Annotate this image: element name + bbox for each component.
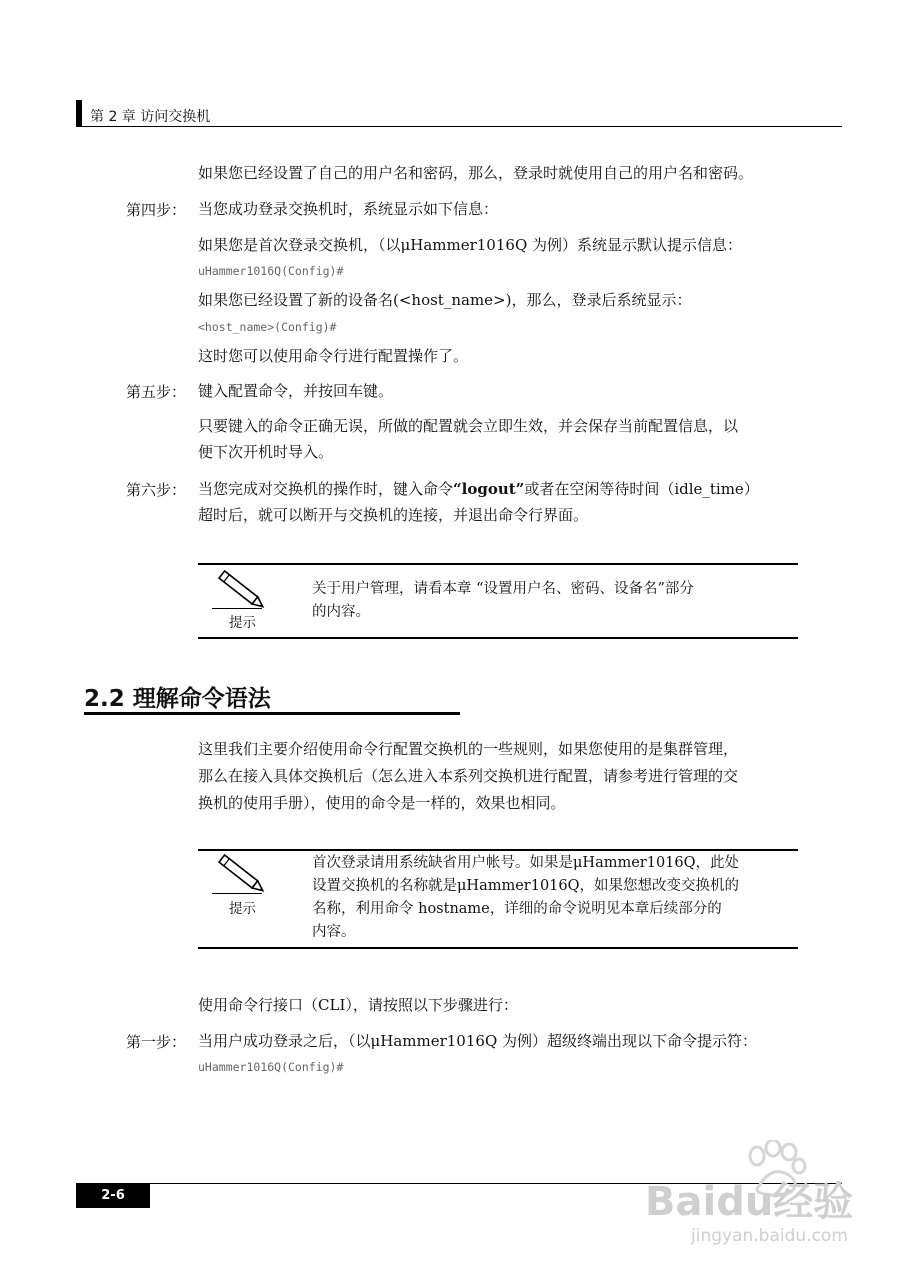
note2-line2: 设置交换机的名称就是μHammer1016Q，如果您想改变交换机的 [312, 878, 740, 894]
watermark-brand: Baidu经验 [645, 1179, 854, 1225]
section-rule [84, 712, 460, 715]
section-body-line3: 换机的使用手册），使用的命令是一样的，效果也相同。 [198, 794, 566, 812]
step4-sub1: 如果您是首次登录交换机，（以μHammer1016Q 为例）系统显示默认提示信息： [198, 236, 743, 254]
step4-label: 第四步： [126, 201, 187, 219]
step6-label: 第六步： [126, 481, 187, 499]
note2-tip-label: 提示 [229, 901, 256, 917]
step4-sub2: 如果您已经设置了新的设备名(<host_name>)，那么，登录后系统显示： [198, 291, 692, 309]
note2-line4: 内容。 [312, 924, 356, 940]
note1-line1: 关于用户管理，请看本章 “设置用户名、密码、设备名”部分 [312, 581, 694, 597]
step5-sub-line1: 只要键入的命令正确无误，所做的配置就会立即生效，并会保存当前配置信息，以 [198, 417, 739, 435]
header-rule [76, 126, 842, 127]
step4-text: 当您成功登录交换机时，系统显示如下信息： [198, 200, 499, 218]
section-title: 2.2 理解命令语法 [84, 686, 271, 712]
section-body-line1: 这里我们主要介绍使用命令行配置交换机的一些规则，如果您使用的是集群管理， [198, 740, 739, 758]
cli-step1-code: uHammer1016Q(Config)# [198, 1060, 344, 1074]
note1-line2: 的内容。 [312, 604, 370, 620]
step4-sub3: 这时您可以使用命令行进行配置操作了。 [198, 347, 469, 365]
section-body-line2: 那么在接入具体交换机后（怎么进入本系列交换机进行配置，请参考进行管理的交 [198, 767, 739, 785]
step5-sub-line2: 便下次开机时导入。 [198, 443, 334, 461]
step6-line1 [198, 479, 759, 499]
chapter-header: 第 2 章 访问交换机 [90, 109, 211, 125]
note2-tip-underline [212, 893, 262, 894]
step4-code1: uHammer1016Q(Config)# [198, 264, 344, 278]
note1-top-rule [198, 563, 798, 565]
note1-bottom-rule [198, 637, 798, 639]
step6-post: 或者在空闲等待时间（idle_time） [524, 480, 759, 498]
cli-step1-label: 第一步： [126, 1033, 187, 1051]
step5-text: 键入配置命令，并按回车键。 [198, 382, 394, 400]
cli-intro: 使用命令行接口（CLI），请按照以下步骤进行： [198, 996, 518, 1014]
note2-body [312, 852, 798, 944]
pencil-icon [212, 852, 272, 902]
note2-top-rule [198, 849, 798, 851]
step6-line2: 超时后，就可以断开与交换机的连接，并退出命令行界面。 [198, 506, 589, 524]
watermark [645, 1140, 865, 1260]
note2-line3: 名称，利用命令 hostname，详细的命令说明见本章后续部分的 [312, 901, 722, 917]
note2-line1: 首次登录请用系统缺省用户帐号。如果是μHammer1016Q，此处 [312, 855, 740, 871]
page-number: 2-6 [76, 1184, 150, 1208]
step6-command: “logout” [453, 480, 525, 498]
step6-pre: 当您完成对交换机的操作时，键入命令 [198, 480, 454, 498]
note1-body [312, 578, 798, 624]
note2-bottom-rule [198, 947, 798, 949]
step4-code2: <host_name>(Config)# [198, 320, 337, 334]
note1-tip-label: 提示 [229, 615, 256, 631]
step5-label: 第五步： [126, 383, 187, 401]
header-bar [76, 100, 82, 126]
intro-paragraph: 如果您已经设置了自己的用户名和密码，那么，登录时就使用自己的用户名和密码。 [198, 164, 754, 182]
cli-step1-text: 当用户成功登录之后，（以μHammer1016Q 为例）超级终端出现以下命令提示符： [198, 1032, 758, 1050]
watermark-url: jingyan.baidu.com [691, 1226, 848, 1246]
note1-tip-underline [212, 608, 262, 609]
